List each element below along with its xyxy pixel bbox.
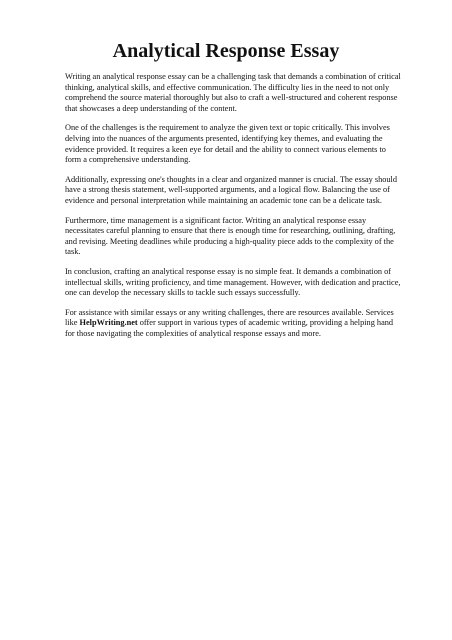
paragraph-1: Writing an analytical response essay can be a challenging task that demands a combination of critical thinking, analytical skills, and effective communication. The difficulty lies in the need to not only comprehend the source material thoroughly but also to craft a well-structured and coherent response that showcases a deep understanding of the content.: [65, 72, 401, 113]
helpwriting-link[interactable]: HelpWriting.net: [79, 318, 138, 328]
paragraph-4: Furthermore, time management is a significant factor. Writing an analytical response essay necessitates careful planning to ensure that there is enough time for researching, outlining, drafting, and revising. Meeting deadlines while producing a high-quality piece adds to the complexity of the task.: [65, 215, 396, 257]
paragraph-6-after-link: offer support in various types of academic writing, providing a helping hand for those navigating the complexities of analytical response essays and more.: [65, 318, 394, 338]
paragraph-2: One of the challenges is the requirement to analyze the given text or topic critically. This involves delving into the nuances of the arguments presented, identifying key themes, and evaluating the evidence provided. It requires a keen eye for detail and the ability to connect various elements to form a comprehensive understanding.: [65, 123, 390, 165]
paragraph-5: In conclusion, crafting an analytical response essay is no simple feat. It demands a combination of intellectual skills, writing proficiency, and time management. However, with dedication and practice, one can develop the necessary skills to tackle such essays successfully.: [65, 266, 401, 298]
essay-body: [65, 72, 401, 348]
paragraph-6: [65, 308, 401, 340]
paragraph-6-before-link: For assistance with similar essays or any writing challenges, there are resources available. Services like: [65, 307, 394, 328]
page-title: Analytical Response Essay: [112, 40, 340, 62]
paragraph-3: Additionally, expressing one's thoughts in a clear and organized manner is crucial. The essay should have a strong thesis statement, well-supported arguments, and a logical flow. Balancing the use of evidence and personal interpretation while maintaining an academic tone can be a delicate task.: [65, 174, 397, 205]
